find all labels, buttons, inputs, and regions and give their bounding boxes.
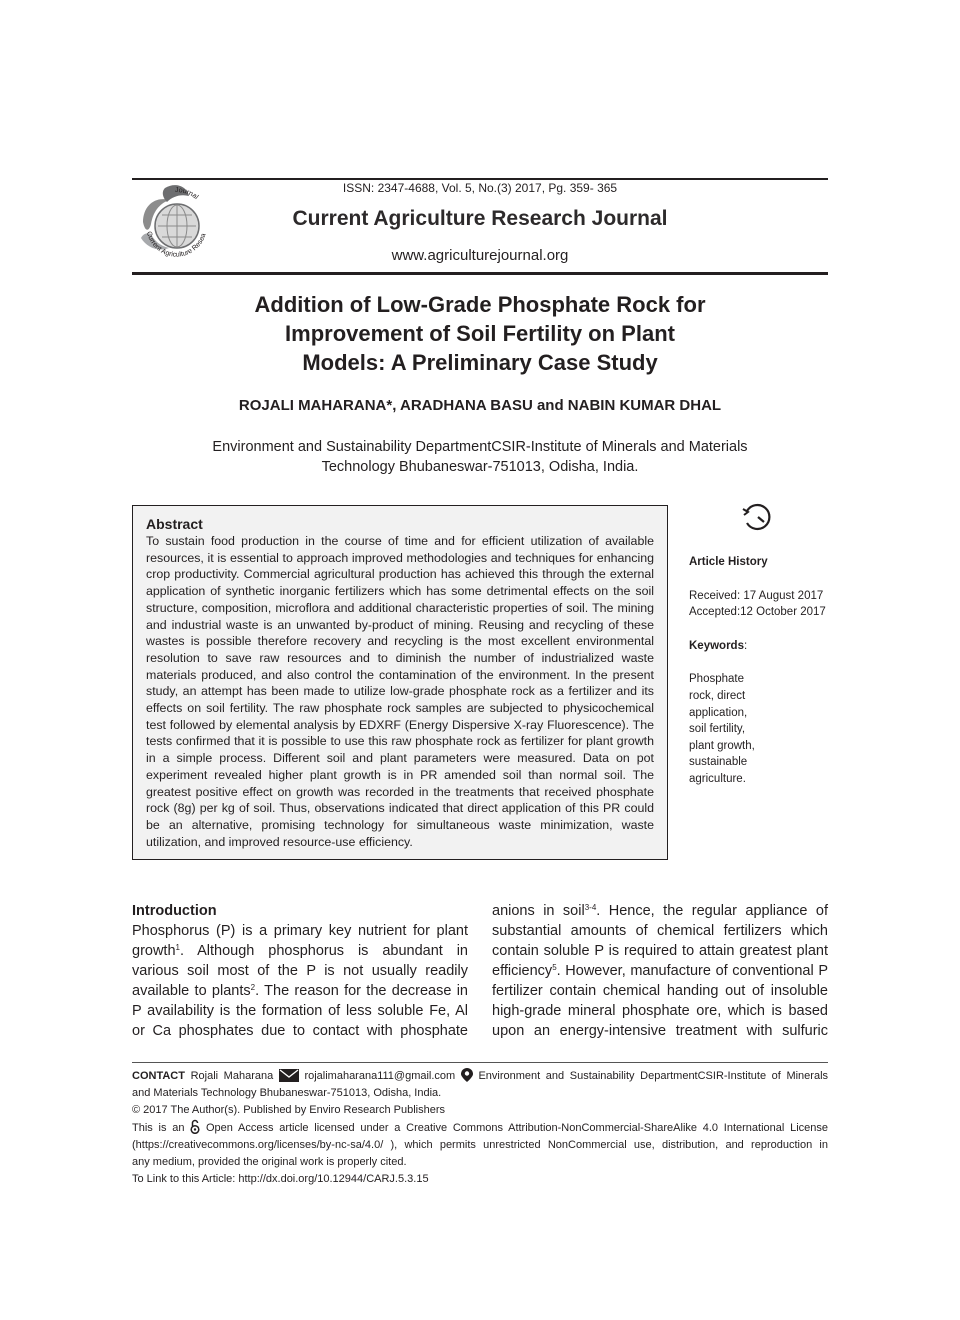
abstract-heading: Abstract xyxy=(146,516,203,532)
contact-address-line: and Materials Technology Bhubaneswar-751013, Odisha, India. xyxy=(132,1087,442,1099)
abstract-text: To sustain food production in the course of time and for efficient utilization of available resources, it is essential to approach improved methodologies and techniques for enhancing crop productivity. Commercial agricultural production has achieved this through the external application of synthetic inorganic fertilizers which has some detrimental effects on the soil structure, composition, microflora and additional characteristic properties of soil. The mining and industrial waste is an unwanted by-product of mining. Reusing and recycling of these wastes is possible therefore recovery and recycling is the most excellent environmental resolution to save raw resources and to diminish the number of industrialized waste materials produced, and also control the contamination of the environment. In the present study, an attempt has been made to utilize low-grade phosphate rock as a fertilizer and its effects on soil fertility. The raw phosphate rock samples are subjected to physicochemical test followed by elemental analysis by EDXRF (Energy Dispersive X-ray Fluorescence). The tests confirmed that it is possible to use this raw phosphate rock as fertilizer for plant growth in a simple process. Different soil and plant parameters were measured. Data on pot experiment revealed higher plant growth is in PR amended soil than normal soil. The greatest positive effect on growth was recorded in the treatments that received phosphate rock (8g) per kg of soil. Thus, observations indicated that direct application of this PR could be an alternative, promising technology for simultaneous waste minimization, waste utilization, and improved resource-use efficiency. xyxy=(146,534,654,849)
license-line: (https://creativecommons.org/licenses/by-nc-sa/4.0/ ), which permits unrestricted NonCommercial use, distribution, and reproduction in xyxy=(132,1139,828,1151)
copyright: © 2017 The Author(s). Published by Enviro Research Publishers xyxy=(132,1104,446,1116)
affiliation xyxy=(150,437,810,477)
article-history-heading: Article History xyxy=(689,556,768,568)
intro-line: fertilizer contain chemical handing out of insoluble xyxy=(492,983,828,999)
citation-ref[interactable]: 2 xyxy=(250,983,256,992)
logo-lettering-journal: Journal xyxy=(174,186,200,202)
keyword-line: sustainable xyxy=(689,756,748,769)
intro-line: P availability is the formation of less soluble Fe, Al xyxy=(132,1003,468,1019)
location-pin-icon xyxy=(461,1068,473,1082)
intro-text-right xyxy=(492,901,828,1041)
license-prefix: This is an xyxy=(132,1122,185,1134)
intro-line: substantial amounts of chemical fertilizers which xyxy=(492,923,828,939)
article-title-line: Models: A Preliminary Case Study xyxy=(302,350,658,375)
email-icon xyxy=(279,1069,299,1082)
license-text: Open Access article licensed under a Creative Commons Attribution-NonCommercial-ShareAlike 4.0 International License xyxy=(205,1122,828,1134)
keywords-list xyxy=(689,671,829,787)
intro-line: contain soluble P is required to attain greatest plant xyxy=(492,943,828,959)
contact-address-line: Environment and Sustainability DepartmentCSIR-Institute of Minerals xyxy=(478,1070,829,1082)
accepted-date: Accepted:12 October 2017 xyxy=(689,606,826,619)
keyword-line: rock, direct xyxy=(689,689,746,702)
intro-text-left xyxy=(132,921,468,1041)
intro-line: efficiency$^5$. However, manufacture of conventional P xyxy=(492,963,828,979)
intro-heading: Introduction xyxy=(132,903,217,919)
article-link[interactable]: To Link to this Article: http://dx.doi.org/10.12944/CARJ.5.3.15 xyxy=(132,1173,429,1185)
article-title-line: Addition of Low-Grade Phosphate Rock for xyxy=(254,292,706,317)
intro-line: various soil most of the P is not usually readily xyxy=(132,963,468,979)
keywords-colon: : xyxy=(743,639,748,652)
intro-line: Phosphorus (P) is a primary key nutrient for plant xyxy=(132,923,468,939)
intro-line: available to plants$^2$. The reason for the decrease in xyxy=(132,983,468,999)
keyword-line: application, xyxy=(689,706,748,719)
keywords-heading: Keywords xyxy=(689,639,744,652)
contact-email[interactable]: rojalimaharana111@gmail.com xyxy=(304,1070,456,1082)
keyword-line: Phosphate xyxy=(689,673,744,686)
keyword-line: soil fertility, xyxy=(689,723,746,736)
header-top-rule xyxy=(132,178,828,180)
license-line: any medium, provided the original work is properly cited. xyxy=(132,1156,407,1168)
keyword-line: plant growth, xyxy=(689,739,755,752)
received-date: Received: 17 August 2017 xyxy=(689,589,824,602)
intro-column-left xyxy=(132,901,468,1041)
article-title xyxy=(150,290,810,377)
abstract-box xyxy=(132,505,668,860)
intro-column-right xyxy=(492,901,828,1041)
intro-line: or Ca phosphates due to contact with phosphate xyxy=(132,1023,468,1039)
open-access-icon xyxy=(190,1119,200,1134)
keyword-line: agriculture. xyxy=(689,772,746,785)
logo-lettering: Current Agriculture Resea xyxy=(144,230,208,259)
intro-line: growth$^1$. Although phosphorus is abundant in xyxy=(132,943,468,959)
article-sidebar xyxy=(689,554,829,788)
intro-line: anions in soil$^{3-4}$. Hence, the regular appliance of xyxy=(492,903,829,919)
footer-rule xyxy=(132,1062,828,1063)
intro-line: upon an energy-intensive treatment with sulfuric xyxy=(492,1023,828,1039)
header-bottom-rule xyxy=(132,272,828,275)
intro-line: high-grade mineral phosphate ore, which is based xyxy=(492,1003,828,1019)
journal-url[interactable]: www.agriculturejournal.org xyxy=(391,247,569,264)
affiliation-line: Environment and Sustainability DepartmentCSIR-Institute of Minerals and Materials xyxy=(212,439,748,455)
license-line xyxy=(132,1119,828,1137)
citation-ref[interactable]: 1 xyxy=(175,943,180,952)
issn-line: ISSN: 2347-4688, Vol. 5, No.(3) 2017, Pg. 359- 365 xyxy=(342,181,618,195)
article-history-icon xyxy=(741,503,775,531)
footer xyxy=(132,1068,828,1188)
citation-ref[interactable]: 3-4 xyxy=(584,903,597,912)
citation-ref[interactable]: 5 xyxy=(552,963,557,972)
author-list: ROJALI MAHARANA*, ARADHANA BASU and NABIN KUMAR DHAL xyxy=(238,397,722,414)
journal-title: Current Agriculture Research Journal xyxy=(292,207,668,230)
affiliation-line: Technology Bhubaneswar-751013, Odisha, India. xyxy=(321,459,639,475)
journal-logo xyxy=(133,182,215,264)
contact-name: Rojali Maharana xyxy=(190,1070,274,1082)
contact-line xyxy=(132,1068,828,1085)
contact-label: CONTACT xyxy=(132,1070,185,1082)
article-title-line: Improvement of Soil Fertility on Plant xyxy=(285,321,675,346)
